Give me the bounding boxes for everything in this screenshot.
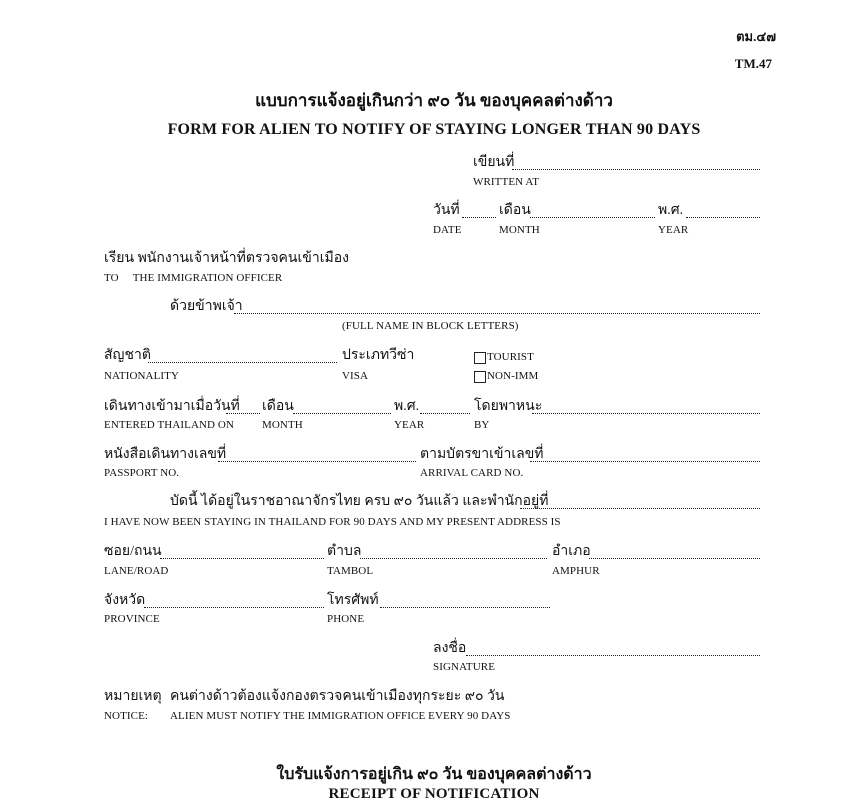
name-label-th: ด้วยข้าพเจ้า (170, 299, 243, 314)
receipt-title-en: RECEIPT OF NOTIFICATION (328, 786, 540, 802)
entered-year-label-en: YEAR (394, 419, 425, 431)
passport-label-en: PASSPORT NO. (104, 467, 180, 479)
date-year-label-th: พ.ศ. (658, 203, 684, 218)
lane-label-th: ซอย/ถนน (104, 544, 162, 559)
date-month-field[interactable] (530, 217, 655, 218)
nationality-label-en: NATIONALITY (104, 370, 180, 382)
receipt-title-th: ใบรับแจ้งการอยู่เกิน ๙๐ วัน ของบุคคลต่างด้าว (276, 766, 592, 783)
written-at-label-en: WRITTEN AT (473, 176, 540, 188)
notice-label-th: หมายเหตุ (104, 689, 162, 704)
full-name-field[interactable] (234, 313, 760, 314)
passport-number-field[interactable] (218, 461, 416, 462)
to-label-th: เรียน พนักงานเจ้าหน้าที่ตรวจคนเข้าเมือง (104, 251, 349, 266)
date-year-field[interactable] (686, 217, 760, 218)
written-at-field[interactable] (512, 169, 760, 170)
entered-day-field[interactable] (226, 413, 260, 414)
phone-label-th: โทรศัพท์ (327, 593, 379, 608)
entered-month-field[interactable] (293, 413, 391, 414)
lane-road-field[interactable] (160, 558, 324, 559)
non-imm-option-label: NON-IMM (487, 370, 539, 382)
date-day-label-en: DATE (433, 224, 462, 236)
statement-th: บัดนี้ ได้อยู่ในราชอาณาจักรไทย ครบ ๙๐ วันแล้ว และพำนักอยู่ที่ (170, 494, 549, 509)
arrival-card-number-field[interactable] (530, 461, 760, 462)
written-at-label-th: เขียนที่ (473, 155, 515, 170)
phone-field[interactable] (380, 607, 550, 608)
form-title-th: แบบการแจ้งอยู่เกินกว่า ๙๐ วัน ของบุคคลต่างด้าว (255, 91, 613, 110)
entered-day-label-en: ENTERED THAILAND ON (104, 419, 235, 431)
nationality-field[interactable] (148, 362, 337, 363)
present-address-field[interactable] (520, 508, 760, 509)
passport-label-th: หนังสือเดินทางเลขที่ (104, 447, 227, 462)
date-month-label-th: เดือน (499, 203, 531, 218)
notice-label-en: NOTICE: (104, 710, 149, 722)
form-code-th: ตม.๔๗ (736, 29, 776, 44)
signature-label-en: SIGNATURE (433, 661, 496, 673)
entered-by-label-en: BY (474, 419, 490, 431)
entered-by-label-th: โดยพาหนะ (474, 399, 543, 414)
arrival-card-label-en: ARRIVAL CARD NO. (420, 467, 524, 479)
signature-field[interactable] (466, 655, 760, 656)
tambol-label-en: TAMBOL (327, 565, 374, 577)
notice-text-en: ALIEN MUST NOTIFY THE IMMIGRATION OFFICE EVERY 90 DAYS (170, 710, 511, 722)
lane-label-en: LANE/ROAD (104, 565, 169, 577)
tambol-label-th: ตำบล (327, 544, 362, 559)
tourist-option-label: TOURIST (487, 351, 534, 363)
entered-month-label-th: เดือน (262, 399, 294, 414)
to-label-en: TO THE IMMIGRATION OFFICER (104, 272, 283, 284)
tambol-field[interactable] (360, 558, 547, 559)
amphur-label-en: AMPHUR (552, 565, 600, 577)
statement-en: I HAVE NOW BEEN STAYING IN THAILAND FOR 90 DAYS AND MY PRESENT ADDRESS IS (104, 516, 561, 528)
date-month-label-en: MONTH (499, 224, 540, 236)
phone-label-en: PHONE (327, 613, 365, 625)
nationality-label-th: สัญชาติ (104, 348, 151, 363)
entered-by-field[interactable] (532, 413, 760, 414)
date-day-label-th: วันที่ (433, 203, 460, 218)
notice-text-th: คนต่างด้าวต้องแจ้งกองตรวจคนเข้าเมืองทุกระยะ ๙๐ วัน (170, 689, 505, 704)
visa-label-th: ประเภทวีซ่า (342, 348, 415, 363)
province-field[interactable] (144, 607, 324, 608)
form-code-en: TM.47 (734, 56, 772, 71)
entered-month-label-en: MONTH (262, 419, 303, 431)
entered-year-label-th: พ.ศ. (394, 399, 420, 414)
name-hint-en: (FULL NAME IN BLOCK LETTERS) (342, 320, 519, 332)
tourist-checkbox[interactable] (474, 352, 486, 364)
province-label-en: PROVINCE (104, 613, 160, 625)
arrival-card-label-th: ตามบัตรขาเข้าเลขที่ (420, 447, 544, 462)
province-label-th: จังหวัด (104, 593, 146, 608)
entered-day-label-th: เดินทางเข้ามาเมื่อวันที่ (104, 399, 240, 414)
non-imm-checkbox[interactable] (474, 371, 486, 383)
entered-year-field[interactable] (420, 413, 470, 414)
date-day-field[interactable] (462, 217, 496, 218)
amphur-label-th: อำเภอ (552, 544, 591, 559)
date-year-label-en: YEAR (658, 224, 689, 236)
amphur-field[interactable] (589, 558, 760, 559)
signature-label-th: ลงชื่อ (433, 641, 467, 656)
form-title-en: FORM FOR ALIEN TO NOTIFY OF STAYING LONGER THAN 90 DAYS (167, 121, 701, 138)
visa-label-en: VISA (342, 370, 369, 382)
